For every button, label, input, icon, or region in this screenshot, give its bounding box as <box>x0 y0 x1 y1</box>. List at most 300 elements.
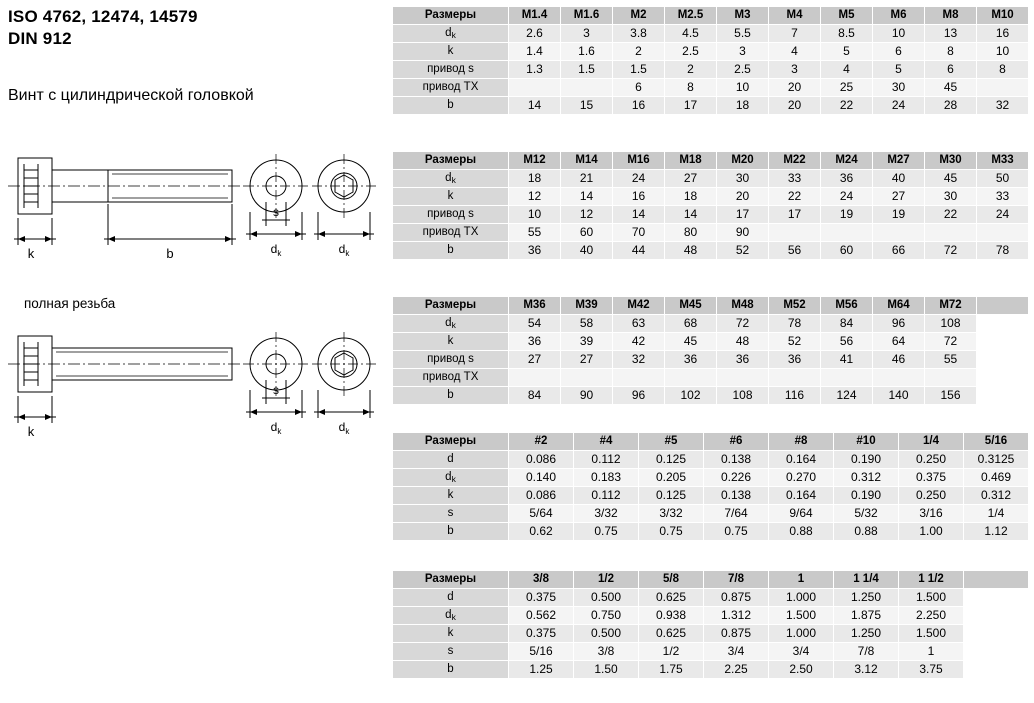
table-cell: 78 <box>977 242 1029 260</box>
table-cell: 32 <box>977 97 1029 115</box>
table-cell: 0.190 <box>834 451 899 469</box>
table-cell: 0.625 <box>639 589 704 607</box>
table-header-row <box>393 152 1029 170</box>
table-row <box>393 523 1029 541</box>
table-wrap-inch-2 <box>392 570 1029 679</box>
table-cell: 5.5 <box>717 25 769 43</box>
column-header-size: #4 <box>574 433 639 451</box>
table-cell: 68 <box>665 315 717 333</box>
table-row <box>393 170 1029 188</box>
table-cell: 0.750 <box>574 607 639 625</box>
table-cell: 2 <box>613 43 665 61</box>
table-cell <box>561 369 613 387</box>
table-cell: 9/64 <box>769 505 834 523</box>
table-cell: 1.75 <box>639 661 704 679</box>
table-cell <box>964 625 1029 643</box>
table-row <box>393 469 1029 487</box>
table-cell: 0.938 <box>639 607 704 625</box>
column-header-size: 5/8 <box>639 571 704 589</box>
table-header-row <box>393 433 1029 451</box>
table-cell: 22 <box>769 188 821 206</box>
table-row <box>393 206 1029 224</box>
row-header: k <box>393 487 509 505</box>
table-row <box>393 79 1029 97</box>
row-header: b <box>393 661 509 679</box>
column-header-dimension: Размеры <box>393 7 509 25</box>
table-cell: 1.500 <box>769 607 834 625</box>
table-cell: 22 <box>821 97 873 115</box>
table-cell: 10 <box>977 43 1029 61</box>
label-dk-4: $d_k$ <box>338 420 350 436</box>
table-row <box>393 25 1029 43</box>
table-cell: 52 <box>717 242 769 260</box>
table-cell: 41 <box>821 351 873 369</box>
label-s-2: s <box>273 383 279 397</box>
table-cell: 0.3125 <box>964 451 1029 469</box>
table-cell: 12 <box>509 188 561 206</box>
table-cell: 3/32 <box>639 505 704 523</box>
table-cell: 17 <box>769 206 821 224</box>
table-cell <box>925 224 977 242</box>
table-cell: 90 <box>717 224 769 242</box>
table-cell: 58 <box>561 315 613 333</box>
table-cell: 24 <box>977 206 1029 224</box>
table-cell: 60 <box>561 224 613 242</box>
table-cell: 36 <box>509 242 561 260</box>
table-cell <box>717 369 769 387</box>
label-dk-2: $d_k$ <box>338 242 350 258</box>
table-row <box>393 351 1029 369</box>
table-cell: 30 <box>717 170 769 188</box>
table-row <box>393 97 1029 115</box>
table-cell: 27 <box>561 351 613 369</box>
column-header-size: 3/8 <box>509 571 574 589</box>
drawing-full-thread <box>0 318 390 453</box>
table-cell: 16 <box>613 188 665 206</box>
table-cell: 1.6 <box>561 43 613 61</box>
table-cell: 0.469 <box>964 469 1029 487</box>
table-cell: 20 <box>769 79 821 97</box>
table-cell: 1.312 <box>704 607 769 625</box>
label-s-1: s <box>273 205 279 219</box>
table-cell: 54 <box>509 315 561 333</box>
table-wrap-metric-1 <box>392 6 1029 115</box>
table-cell: 0.205 <box>639 469 704 487</box>
table-cell: 84 <box>821 315 873 333</box>
table-cell: 80 <box>665 224 717 242</box>
table-cell: 16 <box>977 25 1029 43</box>
column-header-size: M48 <box>717 297 769 315</box>
column-header-size: 1/4 <box>899 433 964 451</box>
table-cell: 3/32 <box>574 505 639 523</box>
column-header-size <box>977 297 1029 315</box>
column-header-size: 1 1/4 <box>834 571 899 589</box>
table-cell: 18 <box>509 170 561 188</box>
table-cell: 0.086 <box>509 451 574 469</box>
table-cell: 1.3 <box>509 61 561 79</box>
column-header-dimension: Размеры <box>393 571 509 589</box>
table-cell: 36 <box>717 351 769 369</box>
table-cell: 1.5 <box>561 61 613 79</box>
column-header-size: #10 <box>834 433 899 451</box>
column-header-dimension: Размеры <box>393 297 509 315</box>
table-cell: 1.50 <box>574 661 639 679</box>
full-thread-label: полная резьба <box>24 296 116 311</box>
table-cell: 3.8 <box>613 25 665 43</box>
column-header-size: 5/16 <box>964 433 1029 451</box>
table-row <box>393 487 1029 505</box>
column-header-size: M8 <box>925 7 977 25</box>
table-cell: 1.00 <box>899 523 964 541</box>
table-cell: 14 <box>561 188 613 206</box>
column-header-size: M22 <box>769 152 821 170</box>
column-header-size: #6 <box>704 433 769 451</box>
table-cell: 36 <box>821 170 873 188</box>
table-cell: 0.88 <box>834 523 899 541</box>
table-cell: 0.375 <box>509 589 574 607</box>
column-header-dimension: Размеры <box>393 433 509 451</box>
table-cell: 10 <box>717 79 769 97</box>
table-cell: 33 <box>977 188 1029 206</box>
table-cell: 1.500 <box>899 589 964 607</box>
table-cell: 0.270 <box>769 469 834 487</box>
table-cell: 63 <box>613 315 665 333</box>
row-header: d <box>393 451 509 469</box>
column-header-size: M24 <box>821 152 873 170</box>
table-cell <box>977 333 1029 351</box>
row-header: k <box>393 333 509 351</box>
table-cell <box>561 79 613 97</box>
column-header-size: M45 <box>665 297 717 315</box>
table-cell <box>873 369 925 387</box>
column-header-size: M2 <box>613 7 665 25</box>
row-header: $d_k$ <box>393 607 509 625</box>
row-header: k <box>393 43 509 61</box>
table-cell: 4 <box>769 43 821 61</box>
table-cell: 10 <box>509 206 561 224</box>
table-cell: 102 <box>665 387 717 405</box>
table-cell: 14 <box>509 97 561 115</box>
row-header: b <box>393 242 509 260</box>
column-header-size: #5 <box>639 433 704 451</box>
table-cell: 108 <box>717 387 769 405</box>
table-cell: 0.375 <box>509 625 574 643</box>
table-cell <box>977 224 1029 242</box>
table-cell: 46 <box>873 351 925 369</box>
column-header-size: M39 <box>561 297 613 315</box>
row-header: k <box>393 188 509 206</box>
table-cell <box>613 369 665 387</box>
table-cell: 0.875 <box>704 589 769 607</box>
table-cell: 0.75 <box>704 523 769 541</box>
table-cell: 27 <box>873 188 925 206</box>
table-cell: 24 <box>873 97 925 115</box>
table-cell: 1.250 <box>834 625 899 643</box>
table-row <box>393 61 1029 79</box>
table-header-row <box>393 571 1029 589</box>
column-header-size: M5 <box>821 7 873 25</box>
table-cell <box>769 369 821 387</box>
table-cell: 60 <box>821 242 873 260</box>
column-header-size: M27 <box>873 152 925 170</box>
table-row <box>393 242 1029 260</box>
table-cell: 1.250 <box>834 589 899 607</box>
table-cell: 0.562 <box>509 607 574 625</box>
column-header-size: 7/8 <box>704 571 769 589</box>
table-cell: 2.250 <box>899 607 964 625</box>
table-cell: 64 <box>873 333 925 351</box>
table-cell: 55 <box>509 224 561 242</box>
table-cell: 15 <box>561 97 613 115</box>
table-cell: 1.000 <box>769 625 834 643</box>
row-header: k <box>393 625 509 643</box>
table-cell: 0.226 <box>704 469 769 487</box>
table-cell: 96 <box>873 315 925 333</box>
table-cell <box>509 79 561 97</box>
table-cell: 3/4 <box>769 643 834 661</box>
table-cell <box>977 315 1029 333</box>
table-cell: 5 <box>821 43 873 61</box>
column-header-size: #8 <box>769 433 834 451</box>
table-cell: 1.4 <box>509 43 561 61</box>
table-cell: 3/4 <box>704 643 769 661</box>
column-header-size: M20 <box>717 152 769 170</box>
column-header-size: M64 <box>873 297 925 315</box>
table-cell: 30 <box>873 79 925 97</box>
table-cell: 21 <box>561 170 613 188</box>
table-cell: 72 <box>717 315 769 333</box>
table-cell: 66 <box>873 242 925 260</box>
table-cell: 45 <box>665 333 717 351</box>
table-cell: 0.75 <box>639 523 704 541</box>
row-header: b <box>393 97 509 115</box>
row-header: привод TX <box>393 369 509 387</box>
table-cell: 84 <box>509 387 561 405</box>
column-header-size: M30 <box>925 152 977 170</box>
table-cell: 0.112 <box>574 487 639 505</box>
label-dk-3: $d_k$ <box>270 420 282 436</box>
table-cell: 5/16 <box>509 643 574 661</box>
table-cell: 20 <box>717 188 769 206</box>
row-header: $d_k$ <box>393 469 509 487</box>
table-cell: 6 <box>925 61 977 79</box>
table-cell: 3/8 <box>574 643 639 661</box>
table-cell: 70 <box>613 224 665 242</box>
table-row <box>393 661 1029 679</box>
table-cell: 10 <box>873 25 925 43</box>
left-column <box>0 0 390 703</box>
table-cell: 52 <box>769 333 821 351</box>
table-cell: 2.6 <box>509 25 561 43</box>
table-cell: 1/2 <box>639 643 704 661</box>
table-cell: 27 <box>665 170 717 188</box>
table-cell: 19 <box>873 206 925 224</box>
table-cell: 18 <box>717 97 769 115</box>
table-cell: 3 <box>561 25 613 43</box>
label-k-1: k <box>27 246 35 261</box>
table-cell: 0.312 <box>964 487 1029 505</box>
column-header-size: M42 <box>613 297 665 315</box>
table-cell: 0.164 <box>769 451 834 469</box>
table-cell: 36 <box>769 351 821 369</box>
table-cell: 28 <box>925 97 977 115</box>
table-cell: 0.183 <box>574 469 639 487</box>
table-cell: 90 <box>561 387 613 405</box>
table-cell: 96 <box>613 387 665 405</box>
table-cell: 2 <box>665 61 717 79</box>
table-cell: 4 <box>821 61 873 79</box>
table-cell: 2.25 <box>704 661 769 679</box>
table-cell: 14 <box>665 206 717 224</box>
row-header: привод s <box>393 206 509 224</box>
table-cell: 13 <box>925 25 977 43</box>
table-cell: 5/32 <box>834 505 899 523</box>
table-cell: 17 <box>665 97 717 115</box>
table-row <box>393 43 1029 61</box>
table-cell: 0.875 <box>704 625 769 643</box>
row-header: s <box>393 505 509 523</box>
table-cell: 0.88 <box>769 523 834 541</box>
table-cell: 45 <box>925 79 977 97</box>
table-cell: 0.625 <box>639 625 704 643</box>
label-k-2: k <box>27 424 35 439</box>
column-header-size: M3 <box>717 7 769 25</box>
column-header-size: M52 <box>769 297 821 315</box>
table-cell: 0.140 <box>509 469 574 487</box>
column-header-size: M33 <box>977 152 1029 170</box>
table-cell <box>977 351 1029 369</box>
table-cell: 36 <box>509 333 561 351</box>
title-line-2: DIN 912 <box>8 29 72 48</box>
table-cell: 45 <box>925 170 977 188</box>
table-cell: 0.190 <box>834 487 899 505</box>
column-header-size: #2 <box>509 433 574 451</box>
row-header: b <box>393 387 509 405</box>
table-cell <box>964 643 1029 661</box>
table-cell: 20 <box>769 97 821 115</box>
table-cell <box>964 589 1029 607</box>
row-header: привод TX <box>393 224 509 242</box>
table-header-row <box>393 7 1029 25</box>
column-header-size: M6 <box>873 7 925 25</box>
row-header: s <box>393 643 509 661</box>
table-cell: 40 <box>873 170 925 188</box>
table-row <box>393 315 1029 333</box>
table-cell: 44 <box>613 242 665 260</box>
table-cell: 17 <box>717 206 769 224</box>
table-cell: 0.500 <box>574 625 639 643</box>
table-cell: 32 <box>613 351 665 369</box>
table-cell: 0.62 <box>509 523 574 541</box>
table-cell <box>821 224 873 242</box>
table-cell: 8 <box>925 43 977 61</box>
table-cell: 140 <box>873 387 925 405</box>
table-cell: 3 <box>769 61 821 79</box>
column-header-size: M18 <box>665 152 717 170</box>
table-header-row <box>393 297 1029 315</box>
table-cell: 19 <box>821 206 873 224</box>
column-header-size: 1 <box>769 571 834 589</box>
row-header: привод TX <box>393 79 509 97</box>
table-cell: 108 <box>925 315 977 333</box>
table-inch-2 <box>392 570 1029 679</box>
table-cell <box>873 224 925 242</box>
table-row <box>393 369 1029 387</box>
column-header-size: M16 <box>613 152 665 170</box>
table-cell: 156 <box>925 387 977 405</box>
table-cell: 0.312 <box>834 469 899 487</box>
table-cell <box>977 387 1029 405</box>
table-cell: 1.25 <box>509 661 574 679</box>
table-cell: 1 <box>899 643 964 661</box>
table-cell: 72 <box>925 242 977 260</box>
table-cell: 5 <box>873 61 925 79</box>
table-cell: 0.112 <box>574 451 639 469</box>
column-header-size: M2.5 <box>665 7 717 25</box>
table-cell <box>977 369 1029 387</box>
row-header: привод s <box>393 61 509 79</box>
table-row <box>393 625 1029 643</box>
table-cell <box>821 369 873 387</box>
table-row <box>393 589 1029 607</box>
table-cell <box>977 79 1029 97</box>
table-cell: 7/64 <box>704 505 769 523</box>
row-header: d <box>393 589 509 607</box>
column-header-size: M36 <box>509 297 561 315</box>
table-cell: 8 <box>977 61 1029 79</box>
table-row <box>393 643 1029 661</box>
table-cell: 1.875 <box>834 607 899 625</box>
table-cell <box>769 224 821 242</box>
table-cell: 0.125 <box>639 487 704 505</box>
table-row <box>393 607 1029 625</box>
table-cell: 30 <box>925 188 977 206</box>
table-row <box>393 224 1029 242</box>
table-cell: 3.75 <box>899 661 964 679</box>
table-cell: 1/4 <box>964 505 1029 523</box>
table-wrap-metric-3 <box>392 296 1029 405</box>
row-header: $d_k$ <box>393 170 509 188</box>
column-header-size: M72 <box>925 297 977 315</box>
table-cell: 0.500 <box>574 589 639 607</box>
table-cell: 6 <box>613 79 665 97</box>
table-cell: 48 <box>717 333 769 351</box>
table-row <box>393 188 1029 206</box>
page-title <box>8 6 378 50</box>
column-header-dimension: Размеры <box>393 152 509 170</box>
table-metric-2 <box>392 151 1029 260</box>
table-cell <box>964 661 1029 679</box>
table-cell: 0.250 <box>899 487 964 505</box>
table-cell: 8.5 <box>821 25 873 43</box>
row-header: b <box>393 523 509 541</box>
table-cell: 22 <box>925 206 977 224</box>
table-cell: 1.500 <box>899 625 964 643</box>
table-cell <box>925 369 977 387</box>
column-header-size: M14 <box>561 152 613 170</box>
column-header-size: M56 <box>821 297 873 315</box>
table-cell: 0.138 <box>704 487 769 505</box>
column-header-size: M12 <box>509 152 561 170</box>
drawing-partial-thread <box>0 140 390 275</box>
table-cell: 24 <box>821 188 873 206</box>
table-cell: 40 <box>561 242 613 260</box>
table-cell: 12 <box>561 206 613 224</box>
table-cell: 7 <box>769 25 821 43</box>
column-header-size: 1/2 <box>574 571 639 589</box>
table-cell: 124 <box>821 387 873 405</box>
table-cell: 39 <box>561 333 613 351</box>
